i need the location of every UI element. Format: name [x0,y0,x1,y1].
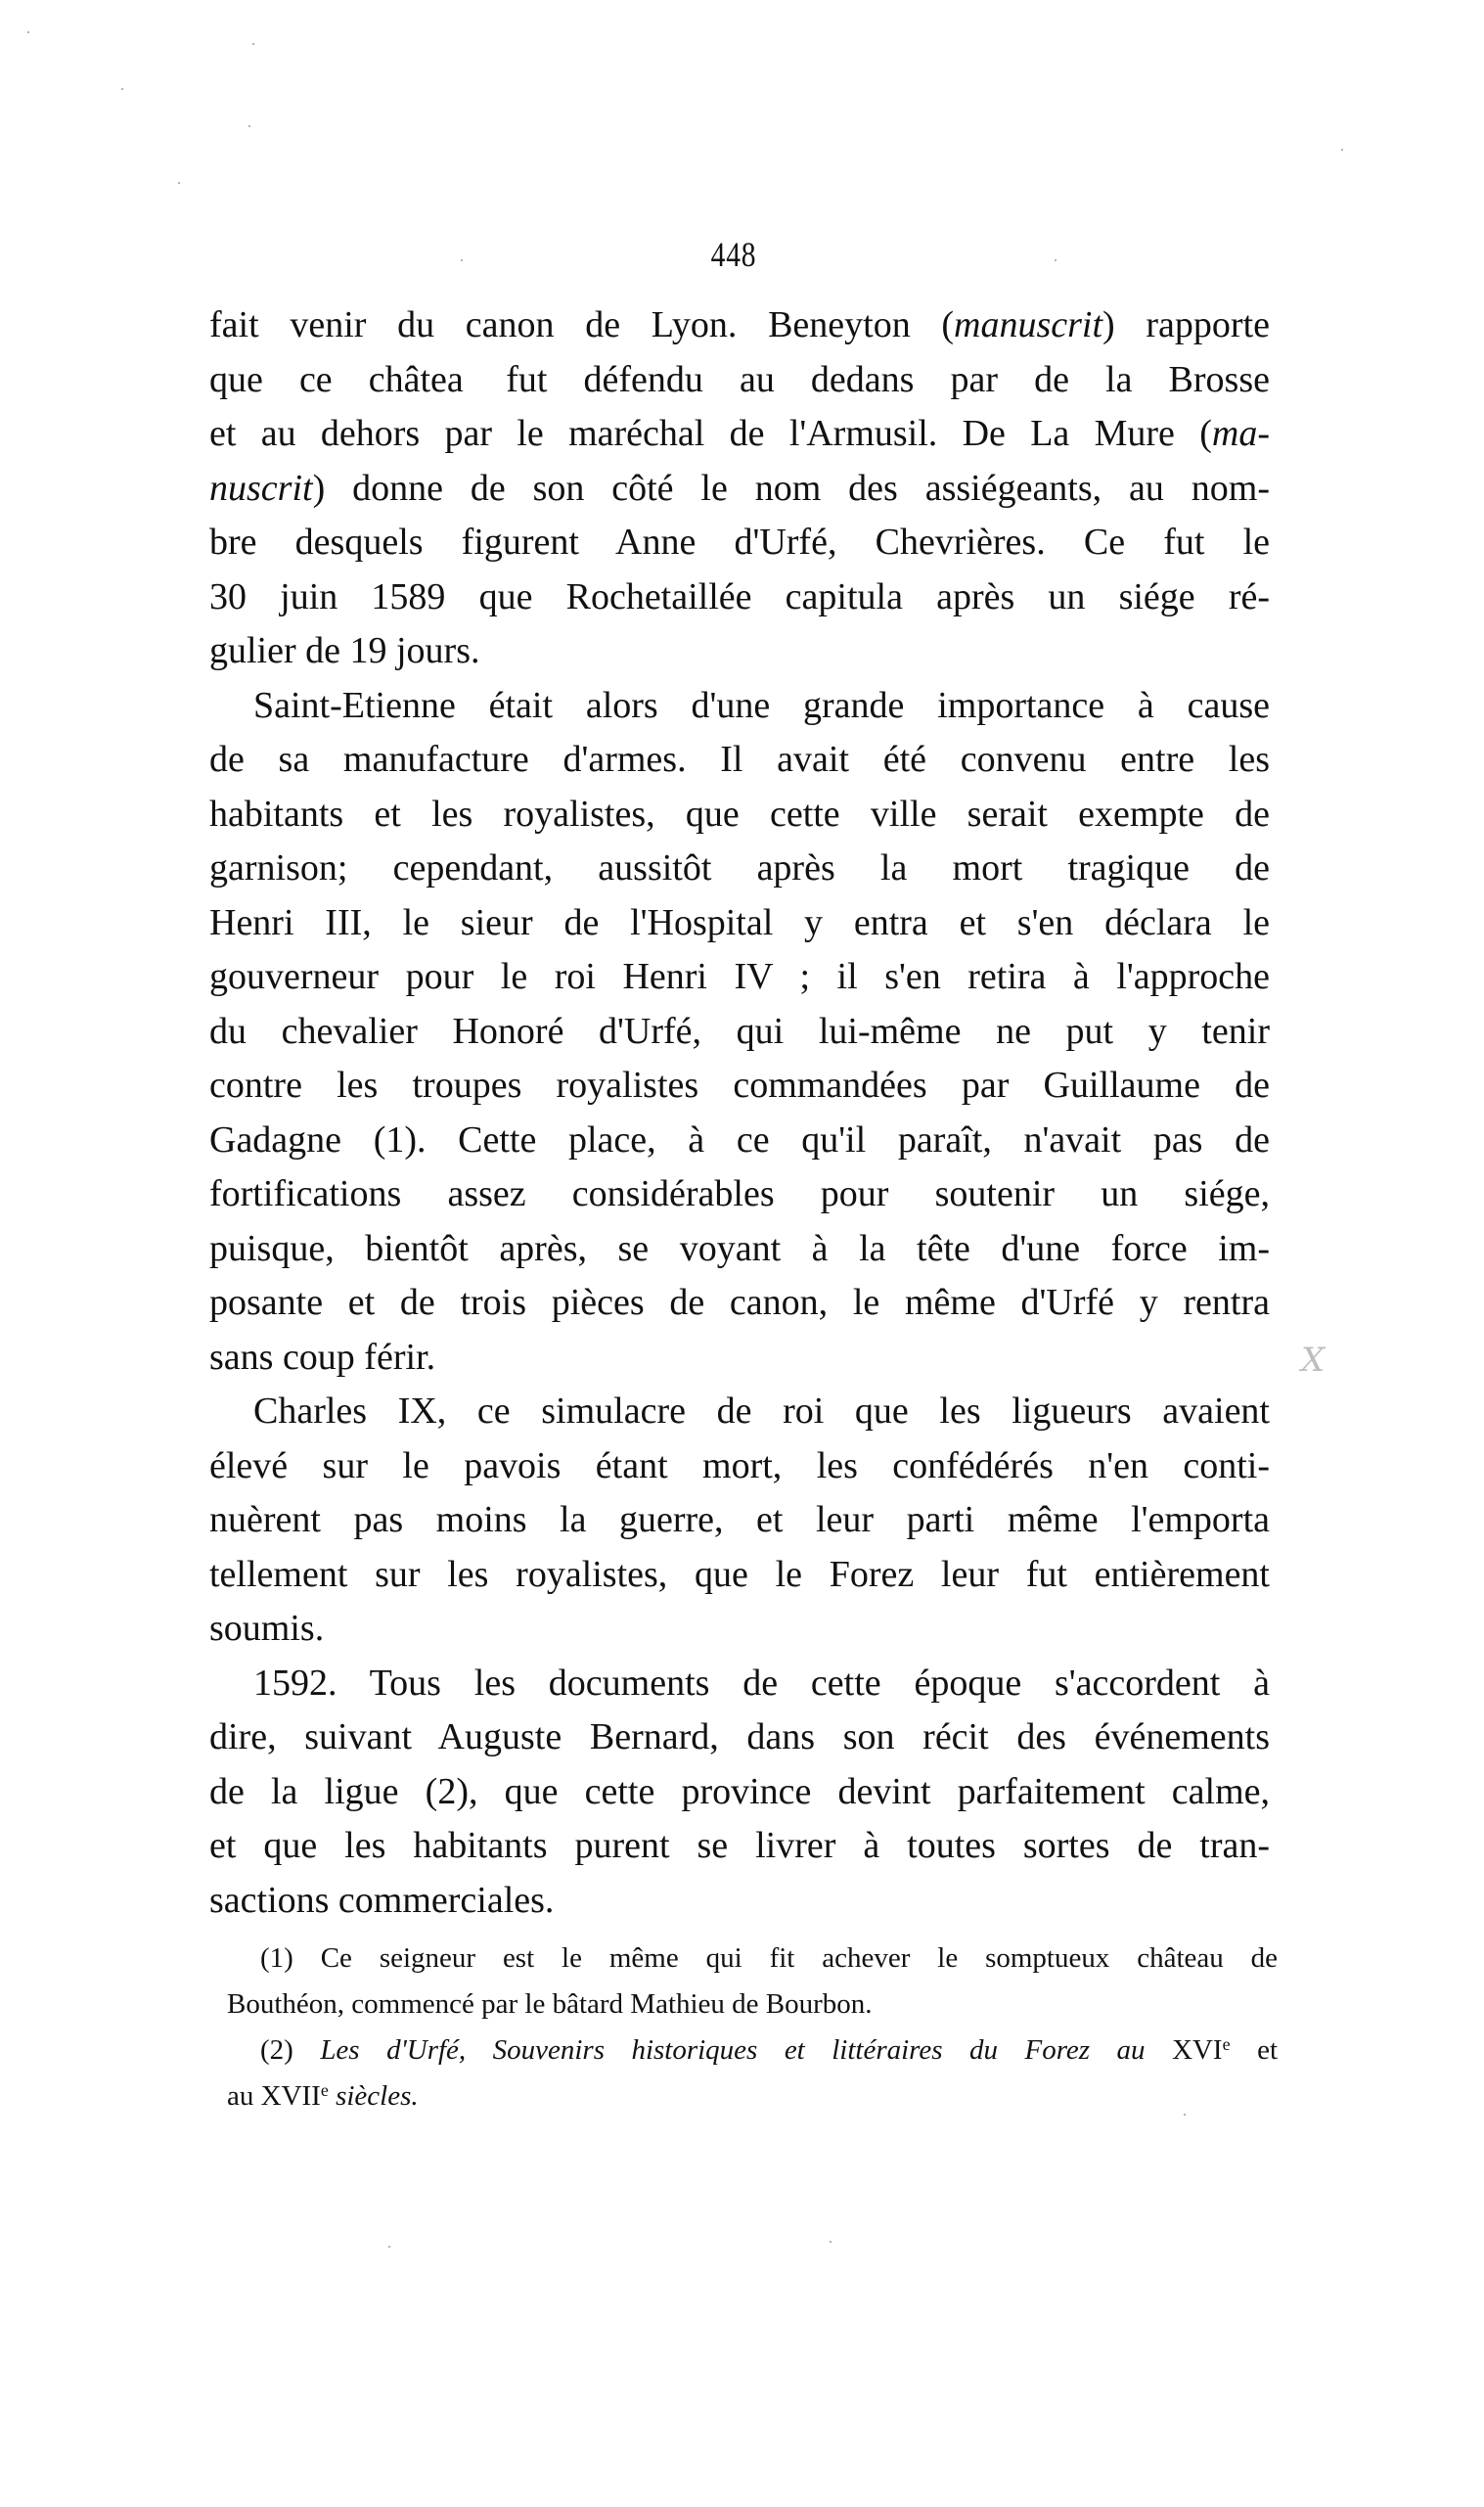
superscript: e [1222,2034,1231,2054]
text-line: que ce châtea fut défendu au dedans par de la Brosse [209,358,1270,400]
text-line: 1592. Tous les documents de cette époque s'accordent à [253,1662,1270,1704]
text-line: Gadagne (1). Cette place, à ce qu'il paraît, n'avait pas de [209,1118,1270,1161]
footnote-1 [227,1936,1278,2028]
text-line: 30 juin 1589 que Rochetaillée capitula après un siége ré- [209,575,1270,617]
text-line: de sa manufacture d'armes. Il avait été convenu entre les [209,739,1270,780]
paragraph-1 [209,298,1270,679]
text-run: fait venir du canon de Lyon. Beneyton ( [209,304,955,345]
text-line: sans coup férir. [209,1336,436,1378]
superscript: e [320,2080,329,2100]
text-line [209,407,1270,462]
text-line: dire, suivant Auguste Bernard, dans son récit des événements [209,1716,1270,1757]
scan-speck [1341,149,1343,151]
paragraph-2 [209,679,1270,1386]
text-line: de la ligue (2), que cette province devint parfaitement calme, [209,1770,1270,1812]
paragraph-3 [209,1385,1270,1657]
page-number: 448 [710,235,757,274]
text-run: Ce seigneur est le même qui fit achever le somptueux château de [320,1942,1278,1974]
text-line: gouverneur pour le roi Henri IV ; il s'en retira à l'approche [209,956,1270,997]
text-run: ) donne de son côté le nom des assiégeants, au nom- [312,467,1270,509]
italic-run: siècles. [336,2080,419,2112]
footnote-line [227,2028,1278,2074]
text-line: posante et de trois pièces de canon, le même d'Urfé y rentra [209,1282,1270,1323]
text-line: tellement sur les royalistes, que le Forez leur fut entièrement [209,1553,1270,1595]
text-line: élevé sur le pavois étant mort, les confédérés n'en conti- [209,1444,1270,1486]
text-line [209,462,1270,517]
text-run: ) rapporte [1102,304,1270,345]
italic-run: ma- [1211,413,1270,454]
scan-speck [178,182,180,184]
text-line: puisque, bientôt après, se voyant à la tête d'une force im- [209,1227,1270,1269]
footnote-line [227,2074,1278,2120]
scan-speck [461,259,463,261]
body-text [209,298,1270,1928]
text-line: Charles IX, ce simulacre de roi que les ligueurs avaient [253,1390,1270,1432]
text-line: contre les troupes royalistes commandées par Guillaume de [209,1065,1270,1106]
text-line: garnison; cependant, aussitôt après la mort tragique de [209,847,1270,889]
footnote-2 [227,2028,1278,2120]
scan-speck [248,125,250,127]
text-line: du chevalier Honoré d'Urfé, qui lui-même ne put y tenir [209,1010,1270,1052]
footnote-line [227,1936,1278,1982]
text-line: nuèrent pas moins la guerre, et leur parti même l'emporta [209,1499,1270,1540]
italic-run: nuscrit [209,467,313,509]
footnote-marker: (1) [260,1942,293,1974]
paragraph-4 [209,1657,1270,1929]
text-line: sactions commerciales. [209,1879,555,1921]
footnotes [227,1936,1278,2120]
footnote-line: Bouthéon, commencé par le bâtard Mathieu de Bourbon. [227,1988,873,2020]
scan-speck [1055,259,1057,261]
scan-speck [830,2241,832,2243]
century-numeral [1172,2034,1231,2066]
text-line: gulier de 19 jours. [209,630,480,671]
italic-run: Les d'Urfé, Souvenirs historiques et littéraires du Forez au [320,2034,1146,2066]
text-line: et que les habitants purent se livrer à toutes sortes de tran- [209,1825,1270,1866]
scan-speck [121,88,123,90]
text-run: et [1257,2034,1279,2066]
scan-speck [252,43,254,45]
scan-speck [27,31,29,33]
text-line: habitants et les royalistes, que cette ville serait exempte de [209,793,1270,835]
text-run: et au dehors par le maréchal de l'Armusil. De La Mure ( [209,413,1212,454]
text-line: Saint-Etienne était alors d'une grande importance à cause [253,684,1270,726]
text-line: fortifications assez considérables pour soutenir un siége, [209,1173,1270,1214]
scan-speck [1184,2114,1186,2116]
handwritten-margin-mark: X [1301,1341,1326,1380]
footnote-marker: (2) [260,2034,293,2066]
text-line: bre desquels figurent Anne d'Urfé, Chevrières. Ce fut le [209,522,1270,563]
text-run: XVI [1172,2034,1223,2066]
text-run: au XVII [227,2080,321,2112]
text-line: Henri III, le sieur de l'Hospital y entra et s'en déclara le [209,901,1270,943]
italic-run: manuscrit [954,304,1103,345]
scan-speck [388,2246,390,2248]
text-line: soumis. [209,1608,325,1649]
text-line [209,298,1270,353]
